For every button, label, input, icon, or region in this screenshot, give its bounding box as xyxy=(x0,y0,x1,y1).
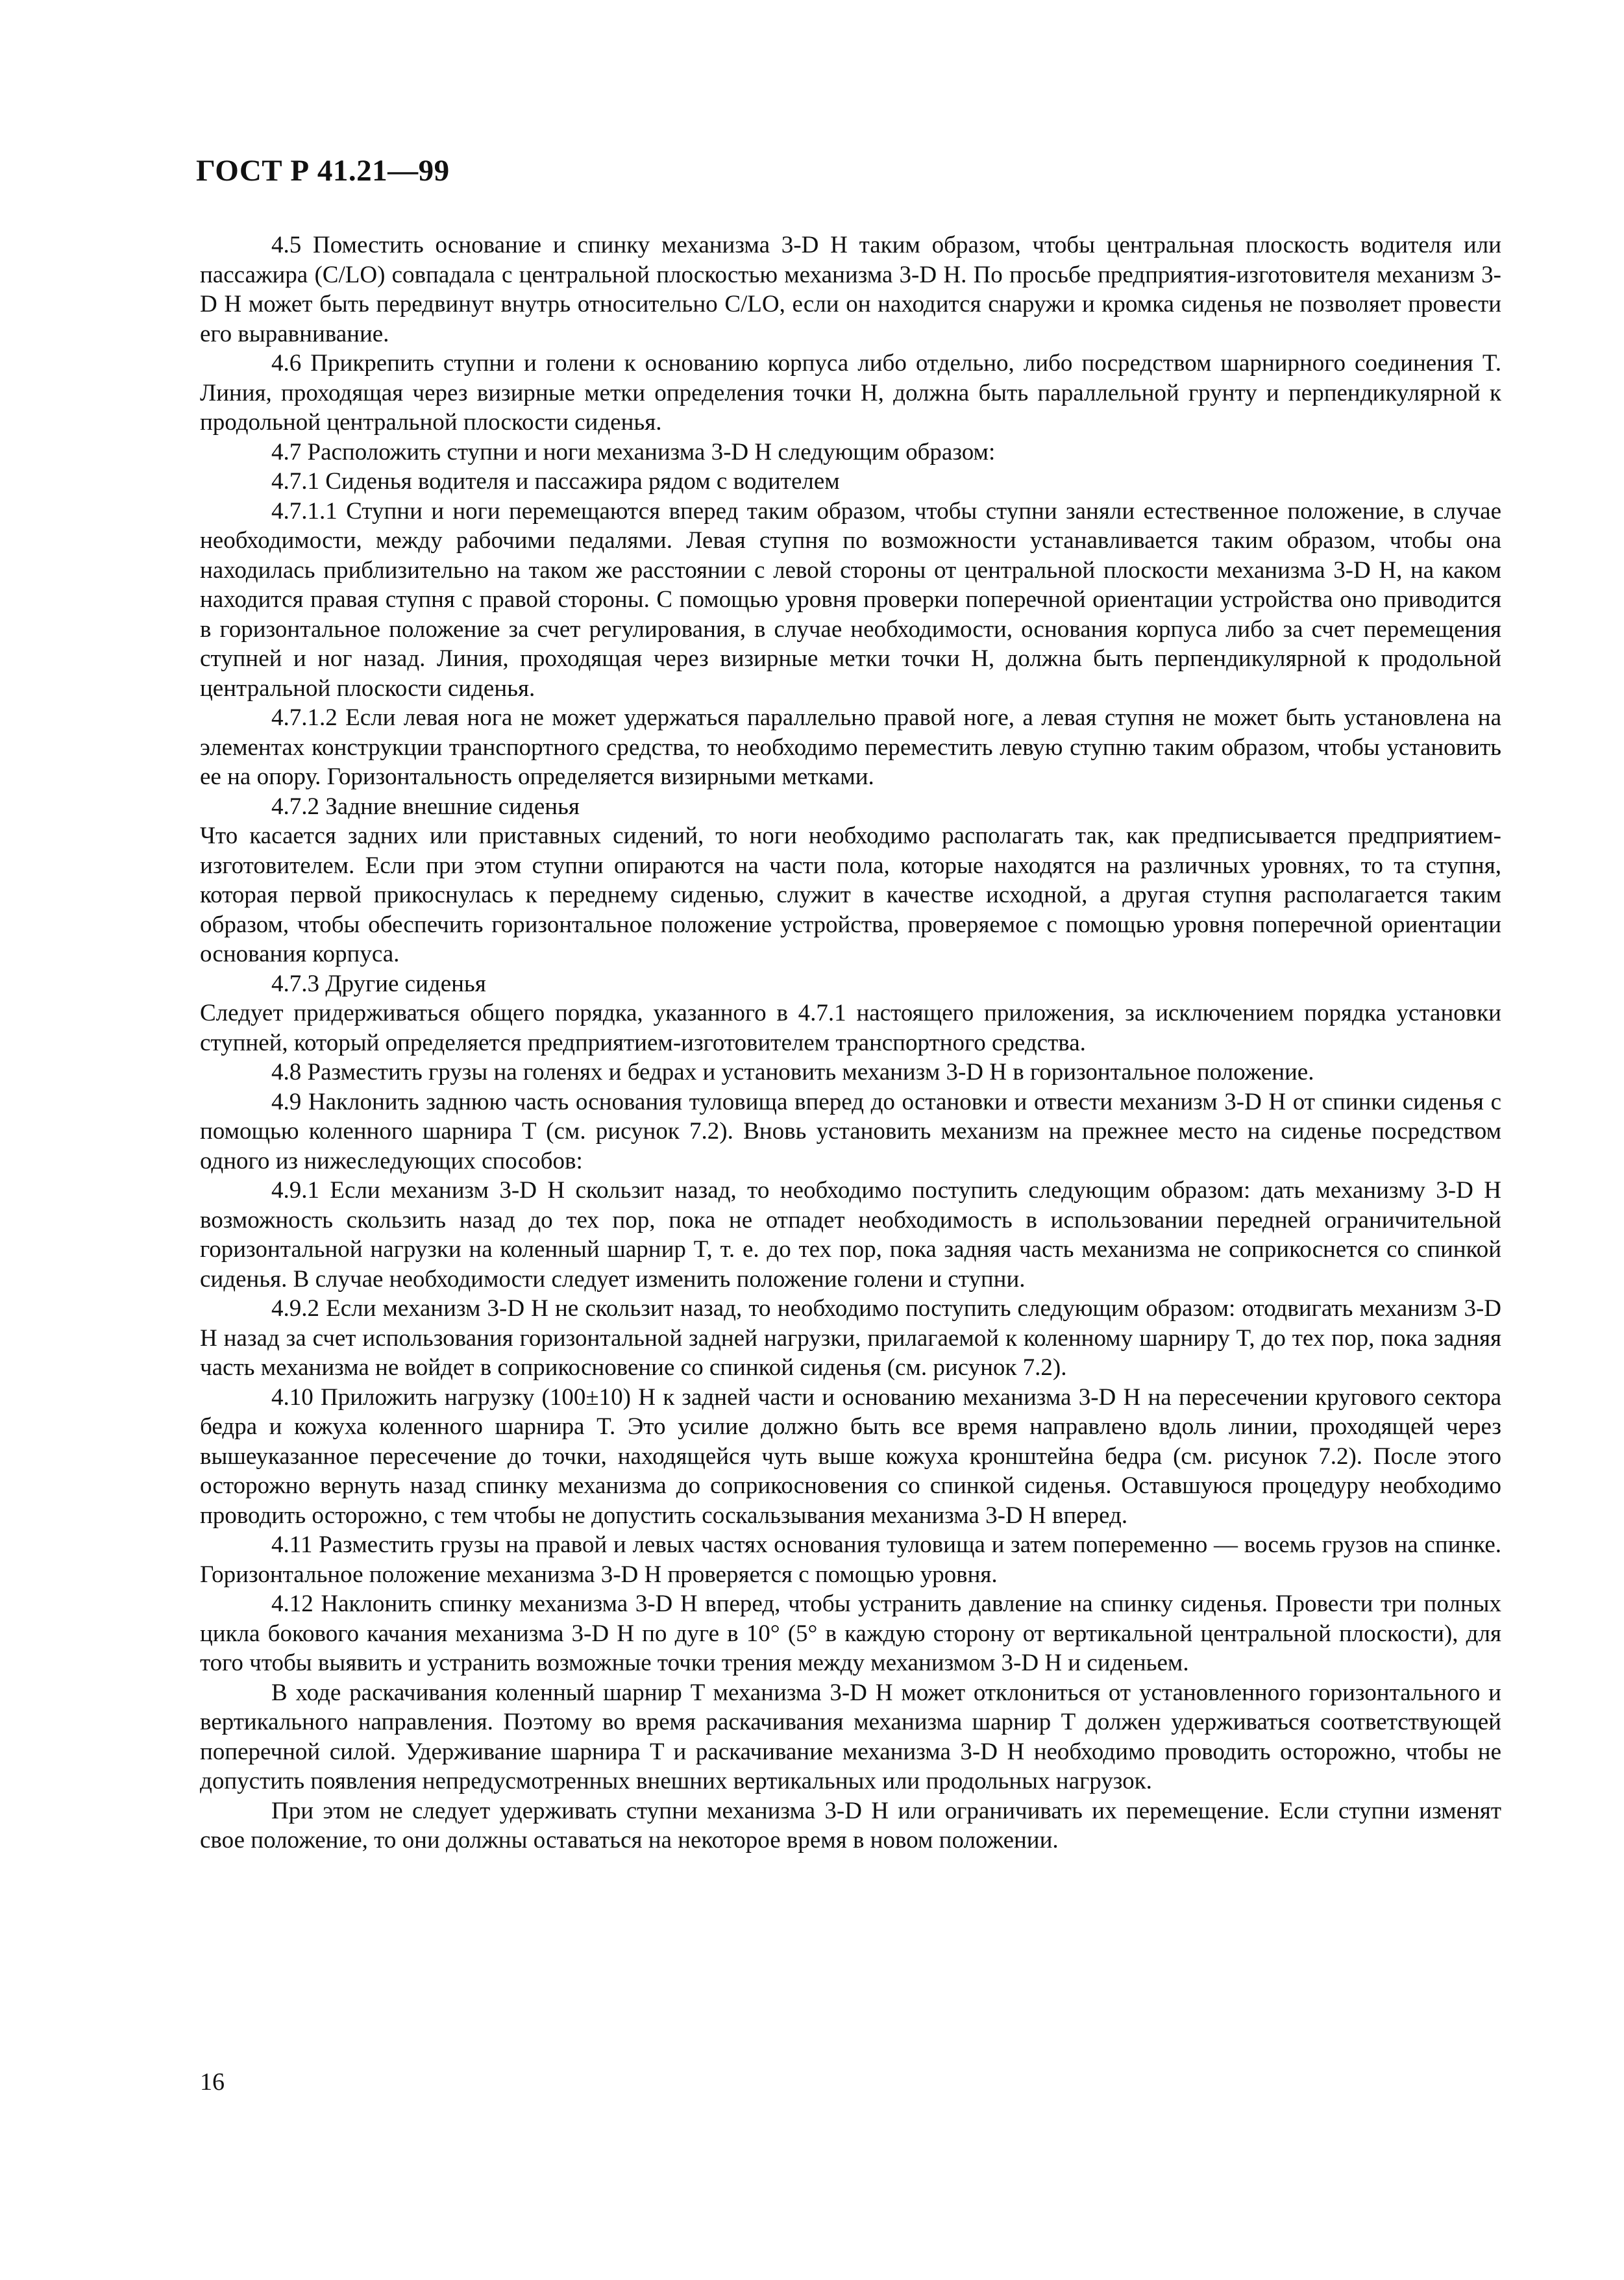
paragraph-4-7-2: 4.7.2 Задние внешние сиденья xyxy=(271,793,580,820)
paragraph-4-12: 4.12 Наклонить спинку механизма 3-D H вперед, чтобы устранить давление на спинку сиденья. Провести три полных цикла бокового качания механизма 3-D H по дуге в 10° (5° в каждую сторону от вертикальной центральной плоскости), для того чтобы выявить и устранить возможные точки трения между механизмом 3-D H и сиденьем. xyxy=(200,1591,1501,1676)
document-body xyxy=(200,230,1501,1855)
document-header: ГОСТ Р 41.21—99 xyxy=(196,154,450,188)
paragraph-4-11: 4.11 Разместить грузы на правой и левых частях основания туловища и затем попеременно — восемь грузов на спинке. Горизонтальное положение механизма 3-D H проверяется с помощью уровня. xyxy=(200,1531,1501,1588)
paragraph-rocking: В ходе раскачивания коленный шарнир T механизма 3-D H может отклониться от установленного горизонтального и вертикального направления. Поэтому во время раскачивания механизма шарнир T должен удерживаться соответствующей поперечной силой. Удерживание шарнира T и раскачивание механизма 3-D H необходимо проводить осторожно, чтобы не допустить появления непредусмотренных внешних вертикальных или продольных нагрузок. xyxy=(200,1679,1501,1794)
page-number: 16 xyxy=(200,2068,225,2096)
paragraph-4-7-3: 4.7.3 Другие сиденья xyxy=(271,970,486,997)
paragraph-feet-hold: При этом не следует удерживать ступни механизма 3-D H или ограничивать их перемещение. Если ступни изменят свое положение, то они должны оставаться на некоторое время в новом положении. xyxy=(200,1797,1501,1853)
paragraph-4-9-1: 4.9.1 Если механизм 3-D H скользит назад, то необходимо поступить следующим образом: дать механизму 3-D H возможность скользить назад до тех пор, пока не отпадет необходимость в использовании передней ограничительной горизонтальной нагрузки на коленный шарнир T, т. е. до тех пор, пока задняя часть механизма не соприкоснется со спинкой сиденья. В случае необходимости следует изменить положение голени и ступни. xyxy=(200,1177,1501,1293)
paragraph-other-seats: Следует придерживаться общего порядка, указанного в 4.7.1 настоящего приложения, за исключением порядка установки ступней, который определяется предприятием-изготовителем транспортного средства. xyxy=(200,1000,1501,1056)
paragraph-4-7-1-1: 4.7.1.1 Ступни и ноги перемещаются вперед таким образом, чтобы ступни заняли естественное положение, в случае необходимости, между рабочими педалями. Левая ступня по возможности устанавливается таким образом, чтобы она находилась приблизительно на таком же расстоянии с левой стороны от центральной плоскости механизма 3-D H, на каком находится правая ступня с правой стороны. С помощью уровня проверки поперечной ориентации устройства оно приводится в горизонтальное положение за счет регулирования, в случае необходимости, основания корпуса либо за счет перемещения ступней и ног назад. Линия, проходящая через визирные метки точки H, должна быть перпендикулярной к продольной центральной плоскости сиденья. xyxy=(200,497,1501,702)
paragraph-4-9-2: 4.9.2 Если механизм 3-D H не скользит назад, то необходимо поступить следующим образом: отодвигать механизм 3-D H назад за счет использования горизонтальной задней нагрузки, прилагаемой к коленному шарниру T, до тех пор, пока задняя часть механизма не войдет в соприкосновение со спинкой сиденья (см. рисунок 7.2). xyxy=(200,1295,1501,1381)
paragraph-4-5: 4.5 Поместить основание и спинку механизма 3-D H таким образом, чтобы центральная плоскость водителя или пассажира (C/LO) совпадала с центральной плоскостью механизма 3-D H. По просьбе предприятия-изготовителя механизм 3-D H может быть передвинут внутрь относительно C/LO, если он находится снаружи и кромка сиденья не позволяет провести его выравнивание. xyxy=(200,232,1501,347)
paragraph-4-6: 4.6 Прикрепить ступни и голени к основанию корпуса либо отдельно, либо посредством шарнирного соединения T. Линия, проходящая через визирные метки определения точки H, должна быть параллельной грунту и перпендикулярной к продольной центральной плоскости сиденья. xyxy=(200,350,1501,436)
paragraph-4-10: 4.10 Приложить нагрузку (100±10) Н к задней части и основанию механизма 3-D H на пересечении кругового сектора бедра и кожуха коленного шарнира T. Это усилие должно быть все время направлено вдоль линии, проходящей через вышеуказанное пересечение до точки, находящейся чуть выше кожуха кронштейна бедра (см. рисунок 7.2). После этого осторожно вернуть назад спинку механизма до соприкосновения со спинкой сиденья. Оставшуюся процедуру необходимо проводить осторожно, с тем чтобы не допустить соскальзывания механизма 3-D H вперед. xyxy=(200,1383,1501,1529)
paragraph-rear-seats: Что касается задних или приставных сидений, то ноги необходимо располагать так, как предписывается предприятием-изготовителем. Если при этом ступни опираются на части пола, которые находятся на различных уровнях, то та ступня, которая первой прикоснулась к переднему сиденью, служит в качестве исходной, а другая ступня располагается таким образом, чтобы обеспечить горизонтальное положение устройства, проверяемое с помощью уровня поперечной ориентации основания корпуса. xyxy=(200,823,1501,967)
paragraph-4-8: 4.8 Разместить грузы на голенях и бедрах и установить механизм 3-D H в горизонтальное положение. xyxy=(271,1059,1314,1085)
paragraph-4-7: 4.7 Расположить ступни и ноги механизма 3-D H следующим образом: xyxy=(271,438,996,465)
paragraph-4-7-1-2: 4.7.1.2 Если левая нога не может удержаться параллельно правой ноге, а левая ступня не может быть установлена на элементах конструкции транспортного средства, то необходимо переместить левую ступню таким образом, чтобы установить ее на опору. Горизонтальность определяется визирными метками. xyxy=(200,704,1501,790)
paragraph-4-7-1: 4.7.1 Сиденья водителя и пассажира рядом с водителем xyxy=(271,468,840,495)
paragraph-4-9: 4.9 Наклонить заднюю часть основания туловища вперед до остановки и отвести механизм 3-D H от спинки сиденья с помощью коленного шарнира T (см. рисунок 7.2). Вновь установить механизм на прежнее место на сиденье посредством одного из нижеследующих способов: xyxy=(200,1088,1501,1174)
